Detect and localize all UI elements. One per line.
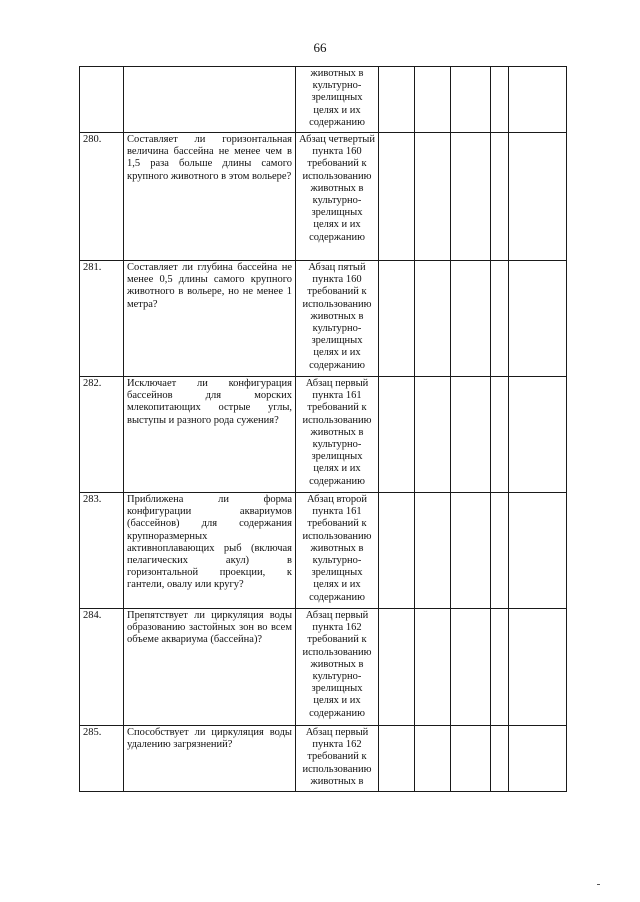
answer-cell [451,493,491,609]
answer-cell [415,493,451,609]
notes-cell [509,493,567,609]
answer-cell [491,261,509,377]
requirement-text: Абзац первый пункта 162 требований к использованию животных в [296,726,379,792]
answer-cell [451,377,491,493]
answer-cell [451,609,491,726]
row-number: 282. [80,377,124,493]
question-text: Способствует ли циркуляция воды удалению загрязнений? [124,726,296,792]
question-text: Препятствует ли циркуляция воды образованию застойных зон во всем объеме аквариума (бассейна)? [124,609,296,726]
notes-cell [509,261,567,377]
answer-cell [415,67,451,133]
row-number: 283. [80,493,124,609]
table-row [80,493,567,609]
answer-cell [491,726,509,792]
question-text: Составляет ли глубина бассейна не менее 0,5 длины самого крупного животного в вольере, но не менее 1 метра? [124,261,296,377]
table-row [80,67,567,133]
row-number: 281. [80,261,124,377]
scan-artifact [597,884,600,885]
requirement-text: Абзац первый пункта 162 требований к использованию животных в культурно-зрелищных целях и их содержанию [296,609,379,726]
answer-cell [379,133,415,261]
question-text: Составляет ли горизонтальная величина бассейна не менее чем в 1,5 раза больше длины самого крупного животного в этом вольере? [124,133,296,261]
page-number: 66 [313,40,327,55]
question-text: Исключает ли конфигурация бассейнов для морских млекопитающих острые углы, выступы и разного рода сужения? [124,377,296,493]
requirement-text: Абзац первый пункта 161 требований к использованию животных в культурно-зрелищных целях и их содержанию [296,377,379,493]
requirement-text: Абзац второй пункта 161 требований к использованию животных в культурно-зрелищных целях и их содержанию [296,493,379,609]
notes-cell [509,133,567,261]
answer-cell [379,726,415,792]
row-number [80,67,124,133]
table-row [80,609,567,726]
question-text: Приближена ли форма конфигурации аквариумов (бассейнов) для содержания крупноразмерных активноплавающих рыб (включая пелагических акул) в горизонтальной проекции, к гантели, овалу или кругу? [124,493,296,609]
row-number: 285. [80,726,124,792]
answer-cell [415,133,451,261]
answer-cell [491,609,509,726]
checklist-table [79,66,567,792]
table-row [80,726,567,792]
answer-cell [379,261,415,377]
table-row [80,377,567,493]
answer-cell [491,377,509,493]
notes-cell [509,609,567,726]
notes-cell [509,67,567,133]
answer-cell [379,377,415,493]
row-number: 280. [80,133,124,261]
table-row [80,133,567,261]
answer-cell [491,493,509,609]
notes-cell [509,726,567,792]
answer-cell [415,726,451,792]
answer-cell [451,133,491,261]
table-row [80,261,567,377]
answer-cell [415,609,451,726]
answer-cell [415,261,451,377]
answer-cell [491,67,509,133]
answer-cell [451,67,491,133]
question-text [124,67,296,133]
answer-cell [491,133,509,261]
requirement-text: Абзац пятый пункта 160 требований к использованию животных в культурно-зрелищных целях и их содержанию [296,261,379,377]
answer-cell [415,377,451,493]
answer-cell [379,609,415,726]
answer-cell [451,726,491,792]
row-number: 284. [80,609,124,726]
answer-cell [379,493,415,609]
answer-cell [451,261,491,377]
answer-cell [379,67,415,133]
requirement-text: Абзац четвертый пункта 160 требований к использованию животных в культурно-зрелищных целях и их содержанию [296,133,379,261]
requirement-text: животных в культурно-зрелищных целях и их содержанию [296,67,379,133]
notes-cell [509,377,567,493]
